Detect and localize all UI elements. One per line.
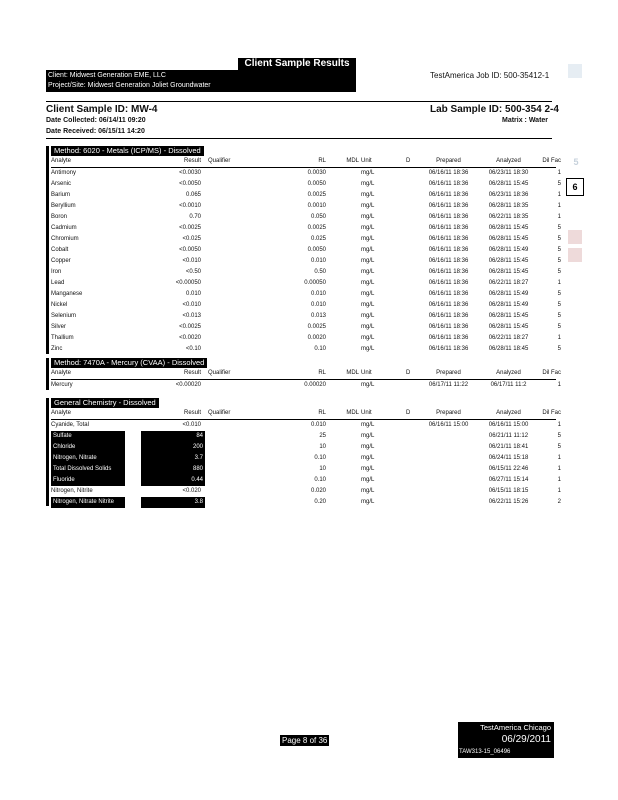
cell-unit: mg/L bbox=[361, 499, 375, 505]
cell-prepared: 06/16/11 18:36 bbox=[428, 313, 469, 319]
table-row bbox=[51, 179, 561, 190]
table-row bbox=[51, 289, 561, 300]
cell-dil: 1 bbox=[557, 280, 561, 286]
table-row bbox=[51, 201, 561, 212]
column-header-mdl: MDL bbox=[346, 158, 359, 164]
section-bar bbox=[46, 358, 49, 390]
cell-analyzed: 06/21/11 11:12 bbox=[488, 433, 529, 439]
cell-result: <0.010 bbox=[182, 302, 201, 308]
cell-rl: 25 bbox=[319, 433, 326, 439]
cell-analyzed: 06/27/11 15:14 bbox=[488, 477, 529, 483]
client-sample-id: Client Sample ID: MW-4 bbox=[46, 104, 158, 115]
cell-rl: 0.20 bbox=[314, 499, 326, 505]
cell-result: 0.44 bbox=[141, 475, 205, 486]
column-header-rl: RL bbox=[318, 410, 326, 416]
section-title: Method: 6020 - Metals (ICP/MS) - Dissolved bbox=[51, 146, 204, 156]
cell-analyte: Copper bbox=[51, 258, 71, 264]
cell-analyzed: 06/22/11 18:27 bbox=[488, 280, 529, 286]
cell-dil: 1 bbox=[557, 170, 561, 176]
cell-analyte: Mercury bbox=[51, 382, 73, 388]
report-title: Client Sample Results bbox=[238, 58, 356, 70]
cell-dil: 5 bbox=[557, 313, 561, 319]
cell-rl: 0.010 bbox=[310, 291, 326, 297]
cell-dil: 5 bbox=[557, 258, 561, 264]
cell-analyte: Nitrogen, Nitrate bbox=[51, 453, 125, 464]
column-header-prepared: Prepared bbox=[436, 158, 461, 164]
column-header-dil: Dil Fac bbox=[542, 158, 561, 164]
cell-analyte: Boron bbox=[51, 214, 68, 220]
tab-5[interactable]: 5 bbox=[573, 157, 579, 167]
cell-analyzed: 06/15/11 22:46 bbox=[488, 466, 529, 472]
column-header-result: Result bbox=[183, 370, 201, 376]
cell-rl: 0.050 bbox=[310, 214, 326, 220]
section-title: Method: 7470A - Mercury (CVAA) - Dissolved bbox=[51, 358, 207, 368]
cell-result: <0.00050 bbox=[175, 280, 201, 286]
column-header-prepared: Prepared bbox=[436, 410, 461, 416]
column-header-analyte: Analyte bbox=[51, 370, 72, 376]
cell-analyte: Silver bbox=[51, 324, 67, 330]
table-row bbox=[51, 234, 561, 245]
cell-result: <0.0020 bbox=[179, 335, 201, 341]
cell-unit: mg/L bbox=[361, 488, 375, 494]
cell-unit: mg/L bbox=[361, 247, 375, 253]
cell-prepared: 06/16/11 18:36 bbox=[428, 302, 469, 308]
cell-analyte: Zinc bbox=[51, 346, 63, 352]
cell-prepared: 06/16/11 18:36 bbox=[428, 258, 469, 264]
table-row bbox=[51, 475, 561, 486]
cell-rl: 0.10 bbox=[314, 455, 326, 461]
cell-analyzed: 06/28/11 15:49 bbox=[488, 291, 529, 297]
column-header-rl: RL bbox=[318, 158, 326, 164]
cell-result: <0.50 bbox=[185, 269, 201, 275]
cell-prepared: 06/16/11 18:36 bbox=[428, 335, 469, 341]
cell-result: 3.8 bbox=[141, 497, 205, 508]
section-bar bbox=[46, 398, 49, 506]
column-header-analyzed: Analyzed bbox=[496, 158, 521, 164]
cell-analyte: Sulfate bbox=[51, 431, 125, 442]
cell-analyzed: 06/24/11 15:18 bbox=[488, 455, 529, 461]
cell-rl: 0.0025 bbox=[307, 192, 326, 198]
table-row bbox=[51, 223, 561, 234]
cell-rl: 0.0050 bbox=[307, 247, 326, 253]
column-header-mdl: MDL bbox=[346, 410, 359, 416]
table-row bbox=[51, 486, 561, 497]
cell-rl: 0.00050 bbox=[304, 280, 326, 286]
cell-analyzed: 06/15/11 18:15 bbox=[488, 488, 529, 494]
cell-dil: 1 bbox=[557, 455, 561, 461]
cell-rl: 0.010 bbox=[310, 302, 326, 308]
table-row bbox=[51, 300, 561, 311]
table-row bbox=[51, 212, 561, 223]
cell-result: 3.7 bbox=[141, 453, 205, 464]
cell-analyte: Chromium bbox=[51, 236, 79, 242]
cell-unit: mg/L bbox=[361, 181, 375, 187]
general-chemistry-section bbox=[46, 398, 561, 506]
cell-analyte: Arsenic bbox=[51, 181, 72, 187]
footer-doc-id: TAW313-15_06496 bbox=[459, 749, 511, 755]
matrix: Matrix : Water bbox=[502, 117, 549, 124]
cell-analyzed: 06/21/11 18:41 bbox=[488, 444, 529, 450]
cell-rl: 0.50 bbox=[314, 269, 326, 275]
metals-section bbox=[46, 146, 561, 354]
cell-analyte: Cyanide, Total bbox=[51, 422, 89, 428]
cell-unit: mg/L bbox=[361, 280, 375, 286]
cell-analyte: Iron bbox=[51, 269, 62, 275]
table-header bbox=[51, 408, 561, 420]
table-header bbox=[51, 156, 561, 168]
cell-analyzed: 06/28/11 15:49 bbox=[488, 247, 529, 253]
cell-analyzed: 06/28/11 18:45 bbox=[488, 346, 529, 352]
column-header-rl: RL bbox=[318, 370, 326, 376]
cell-result: 84 bbox=[141, 431, 205, 442]
mercury-section bbox=[46, 358, 561, 390]
column-header-qualifier: Qualifier bbox=[208, 370, 231, 376]
cell-unit: mg/L bbox=[361, 313, 375, 319]
table-row bbox=[51, 464, 561, 475]
table-row bbox=[51, 344, 561, 355]
tab-marker-icon bbox=[568, 64, 582, 78]
table-row bbox=[51, 322, 561, 333]
cell-rl: 0.025 bbox=[310, 236, 326, 242]
cell-unit: mg/L bbox=[361, 455, 375, 461]
cell-dil: 1 bbox=[557, 335, 561, 341]
cell-dil: 5 bbox=[557, 346, 561, 352]
table-row bbox=[51, 278, 561, 289]
cell-prepared: 06/16/11 18:36 bbox=[428, 181, 469, 187]
cell-result: <0.025 bbox=[182, 236, 201, 242]
cell-dil: 5 bbox=[557, 302, 561, 308]
cell-dil: 5 bbox=[557, 433, 561, 439]
table-row bbox=[51, 168, 561, 179]
cell-analyte: Selenium bbox=[51, 313, 77, 319]
table-row bbox=[51, 420, 561, 431]
column-header-qualifier: Qualifier bbox=[208, 410, 231, 416]
job-id: TestAmerica Job ID: 500-35412-1 bbox=[430, 71, 550, 80]
cell-analyte: Nitrogen, Nitrate Nitrite bbox=[51, 497, 125, 508]
cell-unit: mg/L bbox=[361, 170, 375, 176]
client-name: Client: Midwest Generation EME, LLC bbox=[48, 72, 166, 79]
column-header-unit: Unit bbox=[361, 158, 372, 164]
cell-result: <0.0025 bbox=[179, 225, 201, 231]
cell-dil: 1 bbox=[557, 382, 561, 388]
project-site: Project/Site: Midwest Generation Joliet Groundwater bbox=[48, 82, 211, 89]
cell-result: 0.70 bbox=[189, 214, 201, 220]
cell-analyte: Barium bbox=[51, 192, 71, 198]
cell-dil: 5 bbox=[557, 291, 561, 297]
column-header-prepared: Prepared bbox=[436, 370, 461, 376]
table-row bbox=[51, 442, 561, 453]
cell-result: <0.0050 bbox=[179, 247, 201, 253]
column-header-result: Result bbox=[183, 410, 201, 416]
table-row bbox=[51, 311, 561, 322]
cell-dil: 5 bbox=[557, 444, 561, 450]
cell-dil: 5 bbox=[557, 181, 561, 187]
cell-result: 0.065 bbox=[185, 192, 201, 198]
cell-prepared: 06/16/11 18:36 bbox=[428, 346, 469, 352]
cell-analyzed: 06/28/11 15:45 bbox=[488, 313, 529, 319]
client-info-box bbox=[46, 70, 356, 92]
cell-prepared: 06/16/11 18:36 bbox=[428, 170, 469, 176]
cell-prepared: 06/16/11 18:36 bbox=[428, 214, 469, 220]
column-header-d: D bbox=[406, 158, 411, 164]
cell-unit: mg/L bbox=[361, 225, 375, 231]
cell-analyzed: 06/28/11 15:45 bbox=[488, 258, 529, 264]
cell-unit: mg/L bbox=[361, 291, 375, 297]
date-received: Date Received: 06/15/11 14:20 bbox=[46, 128, 145, 135]
table-row bbox=[51, 190, 561, 201]
cell-prepared: 06/16/11 18:36 bbox=[428, 192, 469, 198]
cell-prepared: 06/16/11 18:36 bbox=[428, 203, 469, 209]
cell-dil: 1 bbox=[557, 477, 561, 483]
footer-company: TestAmerica Chicago bbox=[480, 723, 551, 732]
cell-analyte: Manganese bbox=[51, 291, 83, 297]
cell-dil: 5 bbox=[557, 324, 561, 330]
column-header-d: D bbox=[406, 410, 411, 416]
cell-prepared: 06/16/11 18:36 bbox=[428, 225, 469, 231]
cell-dil: 2 bbox=[557, 499, 561, 505]
tab-6[interactable]: 6 bbox=[566, 178, 584, 196]
column-header-analyzed: Analyzed bbox=[496, 410, 521, 416]
cell-prepared: 06/16/11 18:36 bbox=[428, 280, 469, 286]
cell-unit: mg/L bbox=[361, 236, 375, 242]
cell-unit: mg/L bbox=[361, 335, 375, 341]
cell-analyte: Antimony bbox=[51, 170, 77, 176]
cell-result: <0.10 bbox=[185, 346, 201, 352]
column-header-result: Result bbox=[183, 158, 201, 164]
table-row bbox=[51, 431, 561, 442]
sample-divider bbox=[46, 138, 552, 139]
column-header-mdl: MDL bbox=[346, 370, 359, 376]
cell-analyte: Lead bbox=[51, 280, 65, 286]
cell-unit: mg/L bbox=[361, 422, 375, 428]
footer-date: 06/29/2011 bbox=[501, 734, 551, 745]
cell-prepared: 06/17/11 11:22 bbox=[428, 382, 469, 388]
cell-analyte: Nickel bbox=[51, 302, 68, 308]
table-row bbox=[51, 245, 561, 256]
cell-rl: 0.010 bbox=[310, 422, 326, 428]
cell-result: <0.00020 bbox=[175, 382, 201, 388]
cell-dil: 5 bbox=[557, 236, 561, 242]
column-header-analyte: Analyte bbox=[51, 158, 72, 164]
cell-dil: 5 bbox=[557, 225, 561, 231]
cell-analyzed: 06/28/11 15:45 bbox=[488, 181, 529, 187]
cell-analyzed: 06/28/11 18:35 bbox=[488, 203, 529, 209]
cell-unit: mg/L bbox=[361, 466, 375, 472]
cell-result: 880 bbox=[141, 464, 205, 475]
date-collected: Date Collected: 06/14/11 09:20 bbox=[46, 117, 146, 124]
cell-rl: 0.020 bbox=[310, 488, 326, 494]
cell-rl: 0.0050 bbox=[307, 181, 326, 187]
cell-dil: 1 bbox=[557, 214, 561, 220]
cell-result: <0.010 bbox=[182, 422, 201, 428]
cell-result: <0.0030 bbox=[179, 170, 201, 176]
cell-unit: mg/L bbox=[361, 433, 375, 439]
cell-analyte: Chloride bbox=[51, 442, 125, 453]
cell-analyzed: 06/23/11 18:30 bbox=[488, 170, 529, 176]
cell-analyzed: 06/22/11 18:35 bbox=[488, 214, 529, 220]
cell-result: <0.0025 bbox=[179, 324, 201, 330]
cell-dil: 1 bbox=[557, 192, 561, 198]
table-row bbox=[51, 453, 561, 464]
cell-analyzed: 06/22/11 15:26 bbox=[488, 499, 529, 505]
cell-analyzed: 06/28/11 15:45 bbox=[488, 324, 529, 330]
cell-rl: 10 bbox=[319, 466, 326, 472]
cell-result: 0.010 bbox=[185, 291, 201, 297]
cell-rl: 0.0030 bbox=[307, 170, 326, 176]
cell-result: <0.013 bbox=[182, 313, 201, 319]
table-row bbox=[51, 380, 561, 391]
cell-prepared: 06/16/11 18:36 bbox=[428, 324, 469, 330]
cell-prepared: 06/16/11 18:36 bbox=[428, 291, 469, 297]
cell-result: 200 bbox=[141, 442, 205, 453]
cell-result: <0.0010 bbox=[179, 203, 201, 209]
table-row bbox=[51, 267, 561, 278]
tab-marker-icon bbox=[568, 248, 582, 262]
column-header-dil: Dil Fac bbox=[542, 370, 561, 376]
cell-analyzed: 06/22/11 18:27 bbox=[488, 335, 529, 341]
cell-analyte: Fluoride bbox=[51, 475, 125, 486]
cell-unit: mg/L bbox=[361, 302, 375, 308]
cell-analyzed: 06/17/11 11:2 bbox=[490, 382, 527, 388]
cell-rl: 0.013 bbox=[310, 313, 326, 319]
table-row bbox=[51, 256, 561, 267]
cell-rl: 0.10 bbox=[314, 477, 326, 483]
column-header-analyte: Analyte bbox=[51, 410, 72, 416]
cell-unit: mg/L bbox=[361, 258, 375, 264]
column-header-unit: Unit bbox=[361, 370, 372, 376]
cell-analyzed: 06/28/11 15:45 bbox=[488, 236, 529, 242]
cell-unit: mg/L bbox=[361, 269, 375, 275]
cell-dil: 1 bbox=[557, 203, 561, 209]
cell-rl: 10 bbox=[319, 444, 326, 450]
cell-unit: mg/L bbox=[361, 192, 375, 198]
footer-box bbox=[458, 722, 554, 758]
cell-rl: 0.0010 bbox=[307, 203, 326, 209]
cell-dil: 1 bbox=[557, 488, 561, 494]
cell-unit: mg/L bbox=[361, 203, 375, 209]
cell-analyzed: 06/16/11 15:00 bbox=[488, 422, 529, 428]
cell-rl: 0.10 bbox=[314, 346, 326, 352]
column-header-d: D bbox=[406, 370, 411, 376]
cell-analyzed: 06/28/11 15:45 bbox=[488, 225, 529, 231]
table-header bbox=[51, 368, 561, 380]
cell-prepared: 06/16/11 18:36 bbox=[428, 247, 469, 253]
cell-unit: mg/L bbox=[361, 444, 375, 450]
cell-analyzed: 06/23/11 18:36 bbox=[488, 192, 529, 198]
cell-analyte: Total Dissolved Solids bbox=[51, 464, 125, 475]
cell-dil: 5 bbox=[557, 247, 561, 253]
cell-rl: 0.0025 bbox=[307, 225, 326, 231]
cell-result: <0.020 bbox=[182, 488, 201, 494]
cell-prepared: 06/16/11 15:00 bbox=[428, 422, 469, 428]
cell-result: <0.0050 bbox=[179, 181, 201, 187]
tab-marker-icon bbox=[568, 230, 582, 244]
header-divider bbox=[46, 101, 552, 102]
column-header-dil: Dil Fac bbox=[542, 410, 561, 416]
cell-prepared: 06/16/11 18:36 bbox=[428, 236, 469, 242]
cell-unit: mg/L bbox=[361, 382, 375, 388]
cell-unit: mg/L bbox=[361, 346, 375, 352]
cell-analyte: Cobalt bbox=[51, 247, 69, 253]
section-bar bbox=[46, 146, 49, 354]
cell-dil: 1 bbox=[557, 466, 561, 472]
cell-rl: 0.0020 bbox=[307, 335, 326, 341]
cell-dil: 5 bbox=[557, 269, 561, 275]
cell-unit: mg/L bbox=[361, 214, 375, 220]
cell-unit: mg/L bbox=[361, 477, 375, 483]
cell-unit: mg/L bbox=[361, 324, 375, 330]
cell-rl: 0.0025 bbox=[307, 324, 326, 330]
cell-analyte: Thallium bbox=[51, 335, 74, 341]
cell-result: <0.010 bbox=[182, 258, 201, 264]
section-title: General Chemistry - Dissolved bbox=[51, 398, 159, 408]
cell-analyzed: 06/28/11 15:45 bbox=[488, 269, 529, 275]
table-row bbox=[51, 333, 561, 344]
cell-analyzed: 06/28/11 15:49 bbox=[488, 302, 529, 308]
page-number: Page 8 of 36 bbox=[282, 736, 328, 745]
column-header-unit: Unit bbox=[361, 410, 372, 416]
cell-prepared: 06/16/11 18:36 bbox=[428, 269, 469, 275]
cell-analyte: Nitrogen, Nitrite bbox=[51, 488, 93, 494]
cell-rl: 0.010 bbox=[310, 258, 326, 264]
lab-sample-id: Lab Sample ID: 500-354 2-4 bbox=[430, 104, 559, 115]
column-header-qualifier: Qualifier bbox=[208, 158, 231, 164]
cell-analyte: Cadmium bbox=[51, 225, 77, 231]
table-row bbox=[51, 497, 561, 508]
cell-rl: 0.00020 bbox=[304, 382, 326, 388]
cell-analyte: Beryllium bbox=[51, 203, 76, 209]
column-header-analyzed: Analyzed bbox=[496, 370, 521, 376]
cell-dil: 1 bbox=[557, 422, 561, 428]
